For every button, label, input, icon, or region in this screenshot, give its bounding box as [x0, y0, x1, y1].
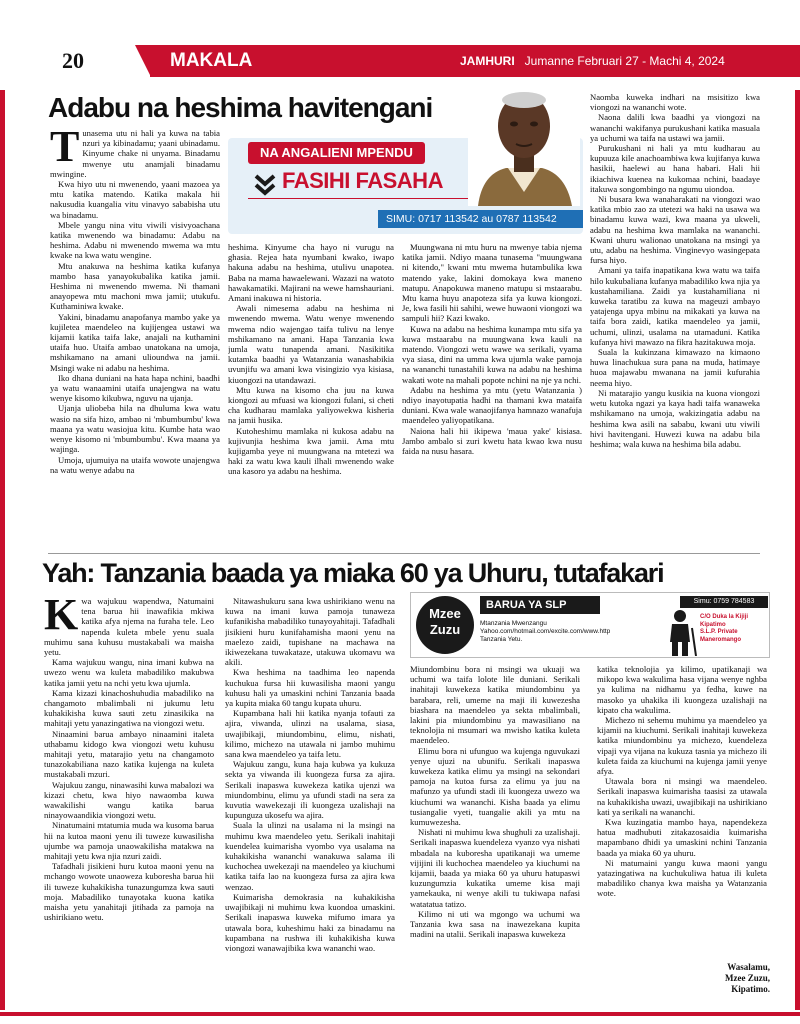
paragraph: Naona dalili kwa baadhi ya viongozi na wananchi wakifanya purukushani katika masuala ya uchumi wa taifa na ustawi wa jamii.	[590, 112, 760, 143]
article1-column-2	[228, 242, 394, 548]
barua-slp-box	[410, 592, 770, 658]
right-edge-bar	[795, 90, 800, 1010]
paragraph: Kutoheshimu mamlaka ni kukosa adabu na kujivunjia heshima kwa jamii. Ama mtu kujigamba yeye ni muungwana na mtetezi wa haki za watu kwa kauli ilhali mwenendo wake una kasoro ya adabu na heshima.	[228, 425, 394, 477]
bottom-rule	[0, 1012, 800, 1016]
logo-text	[416, 606, 474, 638]
publication-name: JAMHURI	[460, 54, 515, 68]
paragraph: Yakini, binadamu anapofanya mambo yake ya kujiletea maendeleo na kujijengea ustawi wa kijamii katika taifa lake, anajali na kuthamini utaifa huo. Utaifa ambao unatokana na umoja, mshikamano na amani ulioundwa na jamii. Msingi wake ni adabu na heshima.	[50, 311, 220, 373]
article2-column-1	[44, 596, 214, 1008]
column-tag: NA ANGALIENI MPENDU	[248, 142, 425, 164]
signoff-line: Mzee Zuzu,	[725, 973, 770, 983]
address-line: Tanzania Yetu.	[480, 636, 523, 643]
paragraph: Mtu anakuwa na heshima katika kufanya mambo hasa yanayokubalika katika jamii. Heshima ni mwenendo mwema. Ni thamani anayopewa mtu machoni mwa jamii; utukufu. Kuthaminiwa kwake.	[50, 260, 220, 312]
article1-dropcap: T	[50, 128, 80, 171]
address-line: Mtanzania Mwenzangu	[480, 620, 547, 627]
slp-phone: Simu: 0759 784583	[680, 596, 768, 608]
issue-date: Jumanne Februari 27 - Machi 4, 2024	[524, 54, 725, 68]
article1-column-3	[402, 242, 582, 548]
columnist-phone: SIMU: 0717 113542 au 0787 113542	[378, 210, 583, 228]
po-line: Maneromango	[700, 636, 742, 643]
logo-line-1: Mzee	[429, 606, 461, 621]
address-line: Yahoo.com/hotmail.com/excite.com/www.http	[480, 628, 611, 635]
paragraph: Tafadhali jisikieni huru kutoa maoni yenu na mchango wowote unaoweza kuboresha barua hii ili tuweze kuhakikisha tunazungumza kwa sauti moja. Mabadiliko tunayotaka kuona katika maisha yetu yanahitaji jitihada za pamoja na ushirikiano wetu.	[44, 861, 214, 923]
paragraph: Ni matarajio yangu kusikia na kuona viongozi wetu kutoka ngazi ya kaya hadi taifa wanaweka mshikamano na umoja, wakizingatia adabu na heshima kwa asili na sababu, kwani utu viwili hivi havitengani. Huwezi kuwa na adabu bila heshima; wala kuwa na heshima bila adabu.	[590, 387, 760, 449]
paragraph: Ninaamini barua ambayo ninaamini italeta uthabamu kidogo kwa viongozi wetu kuhusu mahitaji yetu, matarajio yetu na changamoto tunazokabiliana nazo katika kujenga na kuleta mustakabali mzuri.	[44, 728, 214, 780]
po-line: S.L.P. Private	[700, 629, 738, 635]
paragraph: Kama kizazi kinachoshuhudia mabadiliko na changamoto mbalimbali ni jukumu letu kuhakikisha kuwa sauti zetu zinasikika na mahitaji yetu yanazingatiwa na viongozi wetu.	[44, 687, 214, 729]
paragraph: Kupambana hali hii katika nyanja tofauti za ajira, viwanda, ulinzi na usalama, siasa, uwajibikaji, miundombinu, elimu, nishati, kilimo, michezo na utawala ni jambo muhimu sana kwa maendeleo ya taifa letu.	[225, 708, 395, 760]
paragraph: Wajukuu zangu, kuna haja kubwa ya kukuza sekta ya viwanda ili kuongeza fursa za ajira. Serikali inapaswa kuwekeza katika ujenzi wa miundombinu, elimu ya ufundi stadi na sera za kuvutia wawekezaji ili kuongeza uzalishaji na kupunguza ukosefu wa ajira.	[225, 759, 395, 821]
slp-address	[480, 620, 650, 644]
page-number: 20	[62, 48, 84, 73]
paragraph: Miundombinu bora ni msingi wa ukuaji wa uchumi wa taifa lolote lile duniani. Serikali inahitaji kuwekeza katika miundombinu ya barabara, reli, umeme na maji ili kuwezesha biashara na maendeleo ya sekta mbalimbali, lakini pia miundombinu ya mawasiliano na teknolojia ni msumari wa mwisho katika kuleta maendeleo.	[410, 664, 580, 746]
paragraph: Ni busara kwa wanaharakati na viongozi wao katika mbio zao za utetezi wa haki na usawa wa binadamu kuwa wazi, kwa maana ya ukweli, adabu na heshima kwa mamlaka na wananchi. Kwani uhuru walionao unatokana na msingi ya utu, adabu na heshima. Vinginevyo wasingepata fursa hiyo.	[590, 194, 760, 266]
article1-column-4	[590, 92, 760, 548]
paragraph: katika teknolojia ya kilimo, upatikanaji wa mikopo kwa wakulima hasa vijana wenye nghba ya kulima na nidhamu ya fedha, kuwe na masoko ya uhakika ili kuongeza uzalishaji na kipato cha wakulima.	[597, 664, 767, 715]
paragraph: Kwa kuzingatia mambo haya, napendekeza hatua madhubuti zitakazosaidia kuimarisha mapambano dhidi ya umaskini nchini Tanzania baada ya miaka 60 ya uhuru.	[597, 817, 767, 858]
paragraph: Ujanja uliobeba hila na dhuluma kwa watu wasio na sifa hizo, ambao ni 'mbumbumbu' kwa maana ya watu wasiojua kitu. Kumbe hata wao wenye kisomo ni 'mbumbumbu'. Kwa maana ya wajinga.	[50, 403, 220, 455]
section-title: MAKALA	[170, 50, 253, 71]
banner-rule	[248, 198, 468, 199]
paragraph: Kama wajukuu wangu, nina imani kubwa na uwezo wenu wa kuleta mabadiliko makubwa katika jamii yetu na nchi yetu kwa ujumla.	[44, 657, 214, 688]
paragraph: Ninatumaini mtatumia muda wa kusoma barua hii na kutoa maoni yenu ili tuweze kuwasilisha ujumbe wa pamoja unaowakilisha matakwa na mahitaji yetu kwa njia nzuri zaidi.	[44, 820, 214, 862]
paragraph: Kuwa na adabu na heshima kunampa mtu sifa ya kuwa mstaarabu na muungwana kwa kauli na matendo. Viongozi wetu wawe wa serikali, vyama vya siasa, dini na umma kwa ujumla wake pamoja na wananchi tunastahili kuwa na adabu na heshima wakati wote na mahali popote nchini na nje ya nchi.	[402, 323, 582, 385]
paragraph: Muungwana ni mtu huru na mwenye tabia njema katika jamii. Ndiyo maana tunasema "muungwana ni kitendo," kwani mtu mwema hutambulika kwa matendo yake, lakini domokaya kwa maneno matupu. Anapokuwa maneno matupu si mstaarabu. Mtu kama huyu anapoteza sifa ya kuwa kiongozi. Je, kwa fasili hii sahihi, wewe huwaoni viongozi wa sampuli hii? Kazi kwako.	[402, 242, 582, 324]
page-header	[0, 45, 800, 77]
columnist-photo	[468, 82, 580, 206]
paragraph: Elimu bora ni ufunguo wa kujenga nguvukazi yenye ujuzi na ubunifu. Serikali inapaswa kuwekeza katika elimu ya msingi na sekondari pamoja na kutoa fursa za elimu ya juu na mafunzo ya ufundi stadi ili kuongeza uwezo wa kiuchumi wa wananchi. Kisha baada ya elimu tusiangalie vyeti, tuangalie akili ya mtu na kumuwezesha.	[410, 745, 580, 828]
article-divider	[48, 553, 760, 554]
paragraph: Suala la ulinzi na usalama ni la msingi na muhimu kwa maendeleo yetu. Serikali inahitaji kuendelea kuimarisha vyombo vya usalama na kuhakikisha wananchi wanakuwa salama ili kuchochea uwekezaji na maendeleo ya kiuchumi katika taifa lao na kuongeza fursa za ajira kwa wenzao.	[225, 820, 395, 892]
slp-title: BARUA YA SLP	[480, 596, 600, 614]
signoff-line: Kipatimo.	[731, 984, 770, 994]
header-ribbon-notch	[135, 45, 151, 77]
walking-elder-icon	[660, 608, 700, 656]
paragraph: wa wajukuu wapendwa, Natumaini tena barua hii inawafikia mkiwa katika afya njema na furaha tele. Leo napenda kuleta mbele yenu suala muhimu sana kuhusu mustakabali wa maisha yetu.	[44, 596, 214, 658]
paragraph: Nitawashukuru sana kwa ushirikiano wenu na kuwa na imani kuwa pamoja tunaweza kufanikisha mabadiliko tunayoyahitaji. Tafadhali jisikieni huru kunifahamisha maoni yenu na maelezo zaidi, tupishane na machawa na ikiwezekana tuwakataze, utakuwa ukomavu wa akili.	[225, 596, 395, 668]
paragraph: Iko dhana duniani na hata hapa nchini, baadhi ya watu wanaamini utaifa unajengwa na watu wenye kisomo kikubwa, nguvu na ujanja.	[50, 372, 220, 404]
paragraph: heshima. Kinyume cha hayo ni vurugu na ghasia. Rejea hata nyumbani kwako, iwapo hakuna adabu na heshima, utulivu unapotea. Baba na mama hawaelewani. Wazazi na watoto hawakamatiki. Majirani na wewe hamshauriani. Amani inakuwa ni historia.	[228, 242, 394, 304]
paragraph: Mbele yangu nina vitu viwili visivyoachana katika mwenendo wa binadamu: Adabu na heshima. Adabu ni mwenendo mwema wa mtu kwake na kwa watu wengine.	[50, 219, 220, 261]
paragraph: Michezo ni sehemu muhimu ya maendeleo ya kijamii na kiuchumi. Serikali inahitaji kuwekeza katika miundombinu ya michezo, kuendeleza vipaji vya vijana na kukuza tasnia ya michezo ili kuleta faida za kiuchumi na kujenga jamii yenye afya.	[597, 715, 767, 777]
paragraph: Naiona hali hii ikipewa 'maua yake' kisiasa. Jambo ambalo si zuri kwetu hata kwao kwa nusu faida na nusu hasara.	[402, 425, 582, 457]
paragraph: Amani ya taifa inapatikana kwa watu wa taifa hilo kukubaliana kufanya mabadiliko kwa njia ya kustahamiliana. Zaidi ya kustahamiliana ni kuweka taratibu za kuwa na mageuzi ambayo yatajenga upya mbinu na mikakati ya kuwa na taifa bora zaidi, katika maendeleo ya jamii, uchumi, ulinzi, usalama na utamaduni. Katika kufanya hivi mawazo na fikra hazitakuwa moja.	[590, 265, 760, 347]
paragraph: Kwa heshima na taadhima leo napenda kuchukua fursa hii kuwasilisha maoni yangu kuhusu hali ya umaskini nchini Tanzania baada ya kupita miaka 60 tangu kupata uhuru.	[225, 667, 395, 709]
paragraph: Adabu na heshima ya mtu (yetu Watanzania ) ndiyo inayotupatia hadhi na thamani kwa mataifa duniani. Kwa wale wanaojifanya hamnazo wanafuja maendeleo yaliyopatikana.	[402, 384, 582, 426]
logo-line-2: Zuzu	[429, 622, 461, 637]
paragraph: Purukushani ni hali ya mtu kudharau au kupuuza kile anachoambiwa kwa kujifanya kuwa hasikii, haelewi au hana habari. Hali hii ikiachiwa kuenea na kukomaa nchini, baadaye itakuwa songombingo na ngumu uiondoa.	[590, 143, 760, 194]
paragraph: Wajukuu zangu, ninawasihi kuwa mabalozi wa kizazi chetu, kwa hiyo nawaomba kuwa wawakilishi wangu katika barua ninayowaandikia viongozi wetu.	[44, 779, 214, 821]
paragraph: Naomba kuweka indhari na msisitizo kwa viongozi na wananchi wote.	[590, 92, 760, 113]
article2-dropcap: K	[44, 596, 79, 639]
paragraph: Ni matumaini yangu kuwa maoni yangu yatazingatiwa na kuchukuliwa hatua ili kuleta mabadiliko chanya kwa maisha ya Watanzania wote.	[597, 857, 767, 899]
paragraph: Kwa hiyo utu ni mwenendo, yaani mazoea ya mtu katika matendo. Katika makala hii nakusudia kuangalia vitu vinavyo sababisha utu wa binadamu.	[50, 179, 220, 220]
paragraph: Nishati ni muhimu kwa shughuli za uzalishaji. Serikali inapaswa kuendeleza vyanzo vya nishati mbadala na kuboresha upatikanaji wa umeme vijijini ili kuchochea maendeleo ya kiuchumi na kijamii, baada ya miaka 60 ya uhuru hatupaswi kuzungumzia kukatika umeme kisa maji yamekauka, ni wenye akili tu tukiwapa nafasi watatatua tatizo.	[410, 827, 580, 909]
columnist-name: FASIHI FASAHA	[282, 168, 443, 193]
left-edge-bar	[0, 90, 5, 1010]
article2-headline: Yah: Tanzania baada ya miaka 60 ya Uhuru, tutafakari	[42, 558, 664, 588]
chevron-icon	[252, 172, 278, 198]
article1-headline: Adabu na heshima havitengani	[48, 92, 433, 123]
article2-column-4	[597, 664, 767, 944]
paragraph: Awali nimesema adabu na heshima ni mwenendo mwema. Watu wenye mwenendo mwema ndio wajengao taifa tulivu na lenye mshikamano na amani. Hapa Tanzania kwa jumla watu tunapenda amani. Nasikitika kutamka baadhi ya Watanzania wanashabikia uvunjifu wa amani kwa visingizio vya kisiasa, kiuongozi na utandawazi.	[228, 303, 394, 385]
paragraph: Suala la kukinzana kimawazo na kimaono huwa linachukua sura pana na muda, hatimaye huoa majawabu mwanana na jamii kufurahia neema hiyo.	[590, 347, 760, 388]
publication-line	[460, 45, 725, 77]
slp-po-box	[700, 614, 770, 644]
paragraph: Kilimo ni uti wa mgongo wa uchumi wa Tanzania kwa sasa na inawezekana kupita madini na utalii. Serikali inapaswa kuwekeza	[410, 908, 580, 940]
paragraph: unasema utu ni hali ya kuwa na tabia nzuri ya kibinadamu; yaani ubinadamu. Kinyume chake ni unyama. Binadamu mwenye utu anamjali binadamu mwingine.	[50, 128, 220, 179]
paragraph: Kuimarisha demokrasia na kuhakikisha uwajibikaji ni muhimu kwa kuondoa umaskini. Serikali inapaswa kuweka mifumo imara ya utawala bora, kuheshimu haki za binadamu na kupambana na rushwa ili kuhakikisha kuwa viongozi wanawajibika kwa wananchi wao.	[225, 891, 395, 953]
article2-column-2	[225, 596, 395, 1008]
signoff-line: Wasalamu,	[727, 962, 770, 972]
po-line: C/O Duka la Kijiji Kipatimo	[700, 614, 749, 628]
paragraph: Utawala bora ni msingi wa maendeleo. Serikali inapaswa kuimarisha taasisi za utawala na kuhakikisha uwazi, uwajibikaji na ushirikiano kati ya serikali na wananchi.	[597, 776, 767, 817]
article2-column-3	[410, 664, 580, 1008]
letter-signoff	[680, 962, 770, 995]
paragraph: Umoja, ujumuiya na utaifa wowote unajengwa na watu wenye adabu na	[50, 454, 220, 475]
article1-column-1	[50, 128, 220, 548]
paragraph: Mtu kuwa na kisomo cha juu na kuwa kiongozi au mfuasi wa kiongozi fulani, si cheti cha kudharau mamlaka yaliyowekwa kisheria na jamii husika.	[228, 384, 394, 426]
